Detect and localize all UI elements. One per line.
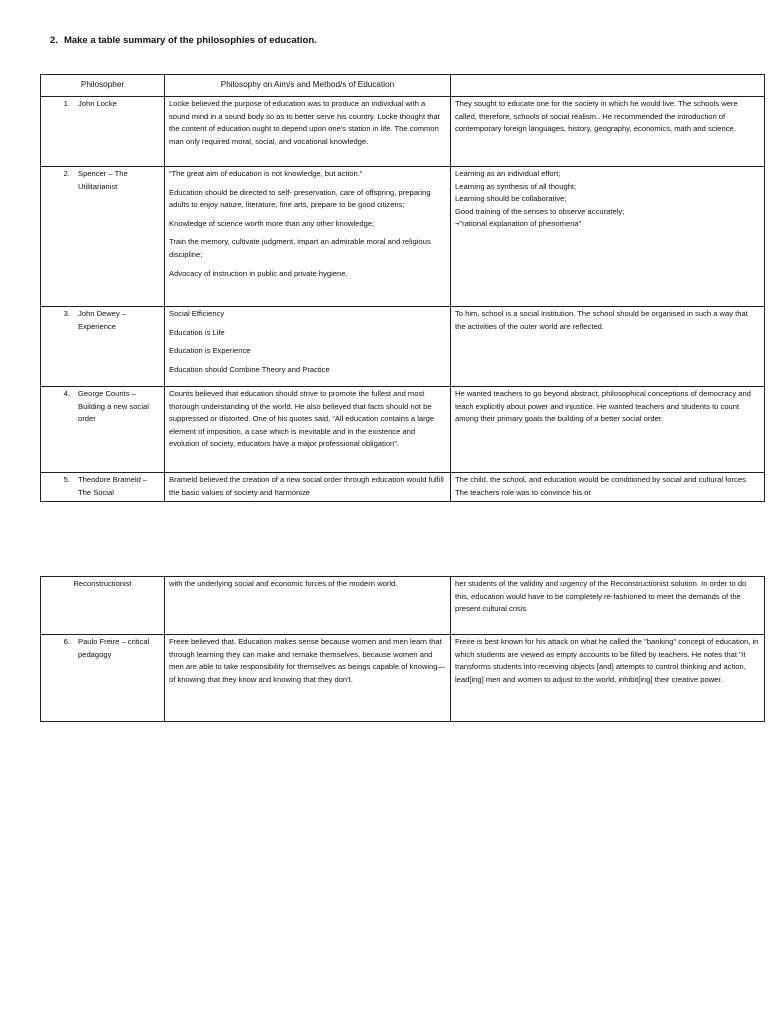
table-row: [41, 167, 765, 307]
philosopher-cell: [41, 635, 165, 722]
aims-paragraph: with the underlying social and economic forces of the modern world.: [169, 579, 398, 588]
philosopher-name: John Dewey – Experience: [78, 309, 127, 331]
methods-paragraph: Freire is best known for his attack on what he called the "banking" concept of education, in which students are viewed as empty accounts to be filled by teachers. He notes that "it transforms students into receiving objects [and] attempts to control thinking and action, lead[ing] men and women to adjust to the world, inhibit[ing] their creative power.: [455, 637, 759, 684]
philosopher-name: Theodore Brameld – The Social: [78, 475, 148, 497]
aims-cell: [165, 635, 451, 722]
methods-line: Good training of the senses to observe accurately;: [455, 206, 625, 216]
methods-line: Learning as synthesis of all thought;: [455, 181, 577, 191]
aims-paragraph: Counts believed that education should strive to promote the fullest and most thorough understanding of the world. He also believed that facts should not be suppressed or distorted. One of his quotes said, “All education contains a large element of imposition, a case which is inevitable and in the existence and evolution of society, educators have a major professional obligation”.: [169, 389, 435, 449]
table-row: [41, 97, 765, 167]
philosopher-name: George Counts – Building a new social order: [78, 389, 149, 424]
heading-number: 2.: [50, 35, 58, 46]
table-header-row: [41, 75, 765, 97]
philosopher-name: Spencer – The Utilitarianist: [78, 169, 128, 191]
aims-paragraph: Advocacy of instruction in public and private hygiene.: [169, 268, 348, 278]
methods-line: Learning as an individual effort;: [455, 169, 561, 178]
aims-paragraph: Freire believed that. Education makes sense because women and men learn that through learning they can make and remake themselves, because women and men are able to take responsibility for themselves as beings capable of knowing—of knowing that they know and knowing that they don't.: [169, 637, 446, 684]
philosopher-name: John Locke: [78, 99, 117, 108]
methods-line: ¬"rational explanation of phenomena": [455, 219, 582, 229]
methods-line: Learning should be collaborative;: [455, 194, 567, 204]
table-row: [41, 577, 765, 635]
methods-paragraph: He wanted teachers to go beyond abstract, philosophical conceptions of democracy and teach explicitly about power and injustice. He wanted teachers and students to count among their primary goals the building of a better social order.: [455, 389, 751, 424]
aims-paragraph: Knowledge of science worth more than any other knowledge;: [169, 218, 375, 228]
methods-cell: [451, 307, 765, 387]
aims-paragraph: Locke believed the purpose of education was to produce an individual with a sound mind in a sound body so as to better serve his country. Locke thought that the content of education ought to depend upon one's station in life. The common man only required moral, social, and vocational knowledge.: [169, 99, 440, 146]
philosopher-name: Reconstructionist: [73, 579, 132, 588]
row-number: 1.: [63, 99, 70, 108]
aims-cell: [165, 167, 451, 307]
table-row: [41, 387, 765, 473]
philosopher-cell: [41, 97, 165, 167]
philosopher-cell: [41, 387, 165, 473]
table-row: [41, 635, 765, 722]
header-aims-methods: Philosophy on Aim/s and Method/s of Education: [165, 75, 451, 97]
aims-paragraph: Education is Life: [169, 327, 225, 337]
aims-paragraph: Education is Experience: [169, 346, 251, 356]
methods-cell: [451, 167, 765, 307]
aims-cell: [165, 307, 451, 387]
table-row: [41, 473, 765, 502]
aims-paragraph: Education should be directed to self- preservation, care of offspring, preparing adults to enjoy nature, literature, fine arts, prepare to be good citizens;: [169, 187, 431, 210]
heading-text: Make a table summary of the philosophies of education.: [63, 35, 317, 46]
philosopher-cell: [41, 473, 165, 502]
philosopher-cell: [41, 307, 165, 387]
philosophies-table: [40, 74, 765, 502]
methods-paragraph: her students of the validity and urgency of the Reconstructionist solution. In order to do this, education would have to be completely re-fashioned to meet the demands of the present cultural crisis: [455, 579, 747, 614]
aims-paragraph: Education should Combine Theory and Practice: [169, 364, 330, 374]
aims-paragraph: “The great aim of education is not knowledge, but action.”: [169, 169, 363, 178]
aims-cell: [165, 473, 451, 502]
aims-cell: [165, 577, 451, 635]
methods-cell: [451, 473, 765, 502]
row-number: 3.: [63, 309, 70, 318]
methods-cell: [451, 97, 765, 167]
header-empty: [451, 75, 765, 97]
aims-paragraph: Social Efficiency: [169, 309, 225, 318]
row-number: 4.: [63, 389, 70, 398]
methods-cell: [451, 577, 765, 635]
table-row: [41, 307, 765, 387]
aims-paragraph: Brameld believed the creation of a new social order through education would fulfill the basic values of society and harmonize: [169, 475, 444, 497]
philosopher-cell: [41, 167, 165, 307]
aims-cell: [165, 97, 451, 167]
row-number: 2.: [63, 169, 70, 178]
methods-cell: [451, 635, 765, 722]
methods-cell: [451, 387, 765, 473]
aims-paragraph: Train the memory, cultivate judgment, impart an admirable moral and religious discipline;: [169, 237, 431, 259]
philosopher-cell: [41, 577, 165, 635]
philosophies-table-continued: [40, 576, 765, 722]
row-number: 5.: [63, 475, 70, 484]
philosopher-name: Paulo Freire – critical pedagogy: [78, 637, 150, 659]
methods-paragraph: They sought to educate one for the society in which he would live. The schools were called, therefore, schools of social realism.. He recommended the introduction of contemporary foreign languages, history, geography, economics, math and science.: [455, 99, 738, 134]
row-number: 6.: [63, 637, 70, 646]
header-philosopher: Philosopher: [41, 75, 165, 97]
methods-paragraph: To him, school is a social institution. The school should be organised in such a way that the activities of the outer world are reflected.: [455, 309, 748, 331]
page-heading: [50, 35, 317, 46]
aims-cell: [165, 387, 451, 473]
methods-paragraph: The child, the school, and education would be conditioned by social and cultural forces. The teachers role was to convince his or: [455, 475, 748, 497]
